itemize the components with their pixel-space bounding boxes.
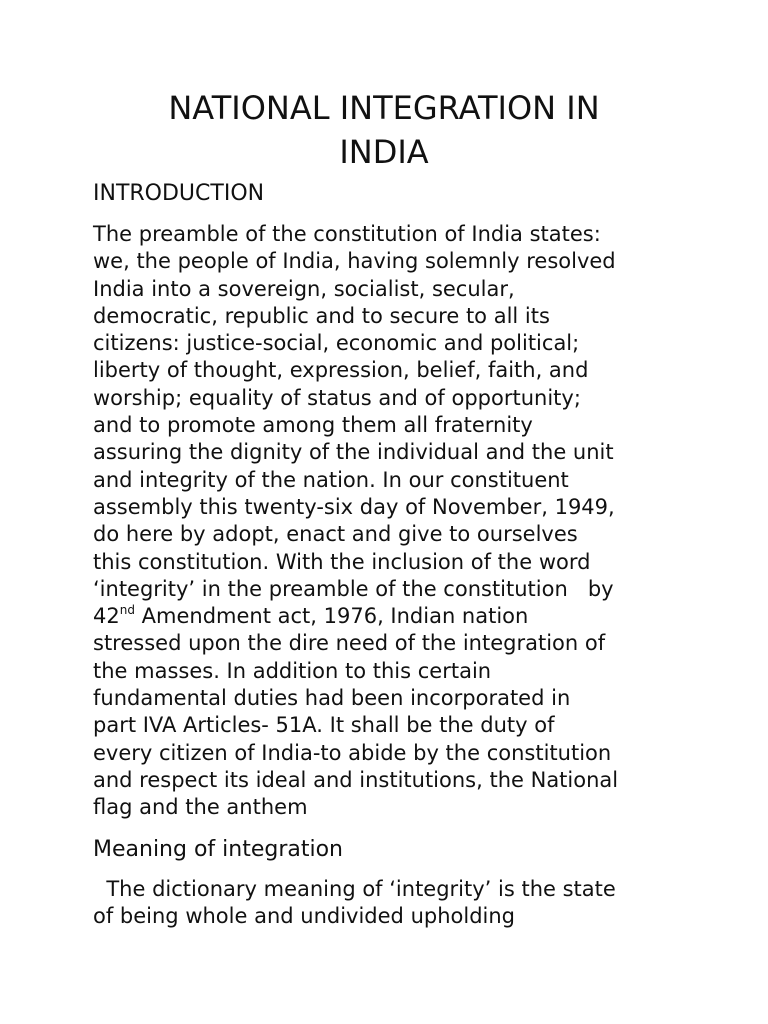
paragraph-line: ‘integrity’ in the preamble of the constitution by bbox=[93, 576, 614, 601]
paragraph-line: The dictionary meaning of ‘integrity’ is the state bbox=[93, 877, 616, 901]
paragraph-line: worship; equality of status and of opportunity; bbox=[93, 385, 581, 410]
introduction-paragraph bbox=[93, 221, 618, 822]
paragraph-line: and to promote among them all fraternity bbox=[93, 413, 533, 438]
paragraph-line: liberty of thought, expression, belief, faith, and bbox=[93, 358, 589, 383]
section-heading-introduction: INTRODUCTION bbox=[93, 181, 265, 206]
paragraph-line: the masses. In addition to this certain bbox=[93, 658, 492, 683]
paragraph-line: we, the people of India, having solemnly resolved bbox=[93, 249, 616, 274]
paragraph-line: The preamble of the constitution of India states: bbox=[93, 222, 601, 246]
paragraph-line: do here by adopt, enact and give to ourselves bbox=[93, 522, 578, 547]
paragraph-line: flag and the anthem bbox=[93, 795, 308, 820]
paragraph-line: citizens: justice-social, economic and political; bbox=[93, 331, 580, 356]
paragraph-line: fundamental duties had been incorporated in bbox=[93, 686, 571, 711]
title-line: NATIONAL INTEGRATION IN bbox=[168, 89, 600, 127]
document-title bbox=[60, 86, 708, 174]
title-line: INDIA bbox=[339, 133, 429, 171]
paragraph-line: assuring the dignity of the individual and the unit bbox=[93, 440, 614, 465]
paragraph-line: democratic, republic and to secure to all its bbox=[93, 303, 550, 328]
section-heading-meaning: Meaning of integration bbox=[93, 837, 344, 862]
paragraph-line-with-ordinal bbox=[93, 603, 618, 630]
paragraph-line: of being whole and undivided upholding bbox=[93, 904, 515, 929]
ordinal-suffix: nd bbox=[119, 603, 135, 618]
paragraph-line: stressed upon the dire need of the integration of bbox=[93, 631, 606, 656]
ordinal-line-rest: Amendment act, 1976, Indian nation bbox=[134, 604, 529, 629]
meaning-paragraph bbox=[93, 876, 616, 931]
paragraph-line: and integrity of the nation. In our constituent bbox=[93, 467, 569, 492]
paragraph-line: this constitution. With the inclusion of the word bbox=[93, 549, 591, 574]
paragraph-line: India into a sovereign, socialist, secular, bbox=[93, 276, 515, 301]
paragraph-line: and respect its ideal and institutions, the National bbox=[93, 767, 619, 792]
paragraph-line: every citizen of India-to abide by the constitution bbox=[93, 740, 612, 765]
ordinal-number: 42 bbox=[93, 604, 120, 629]
paragraph-line: assembly this twenty-six day of November, 1949, bbox=[93, 494, 615, 519]
paragraph-line: part IVA Articles- 51A. It shall be the duty of bbox=[93, 713, 555, 738]
